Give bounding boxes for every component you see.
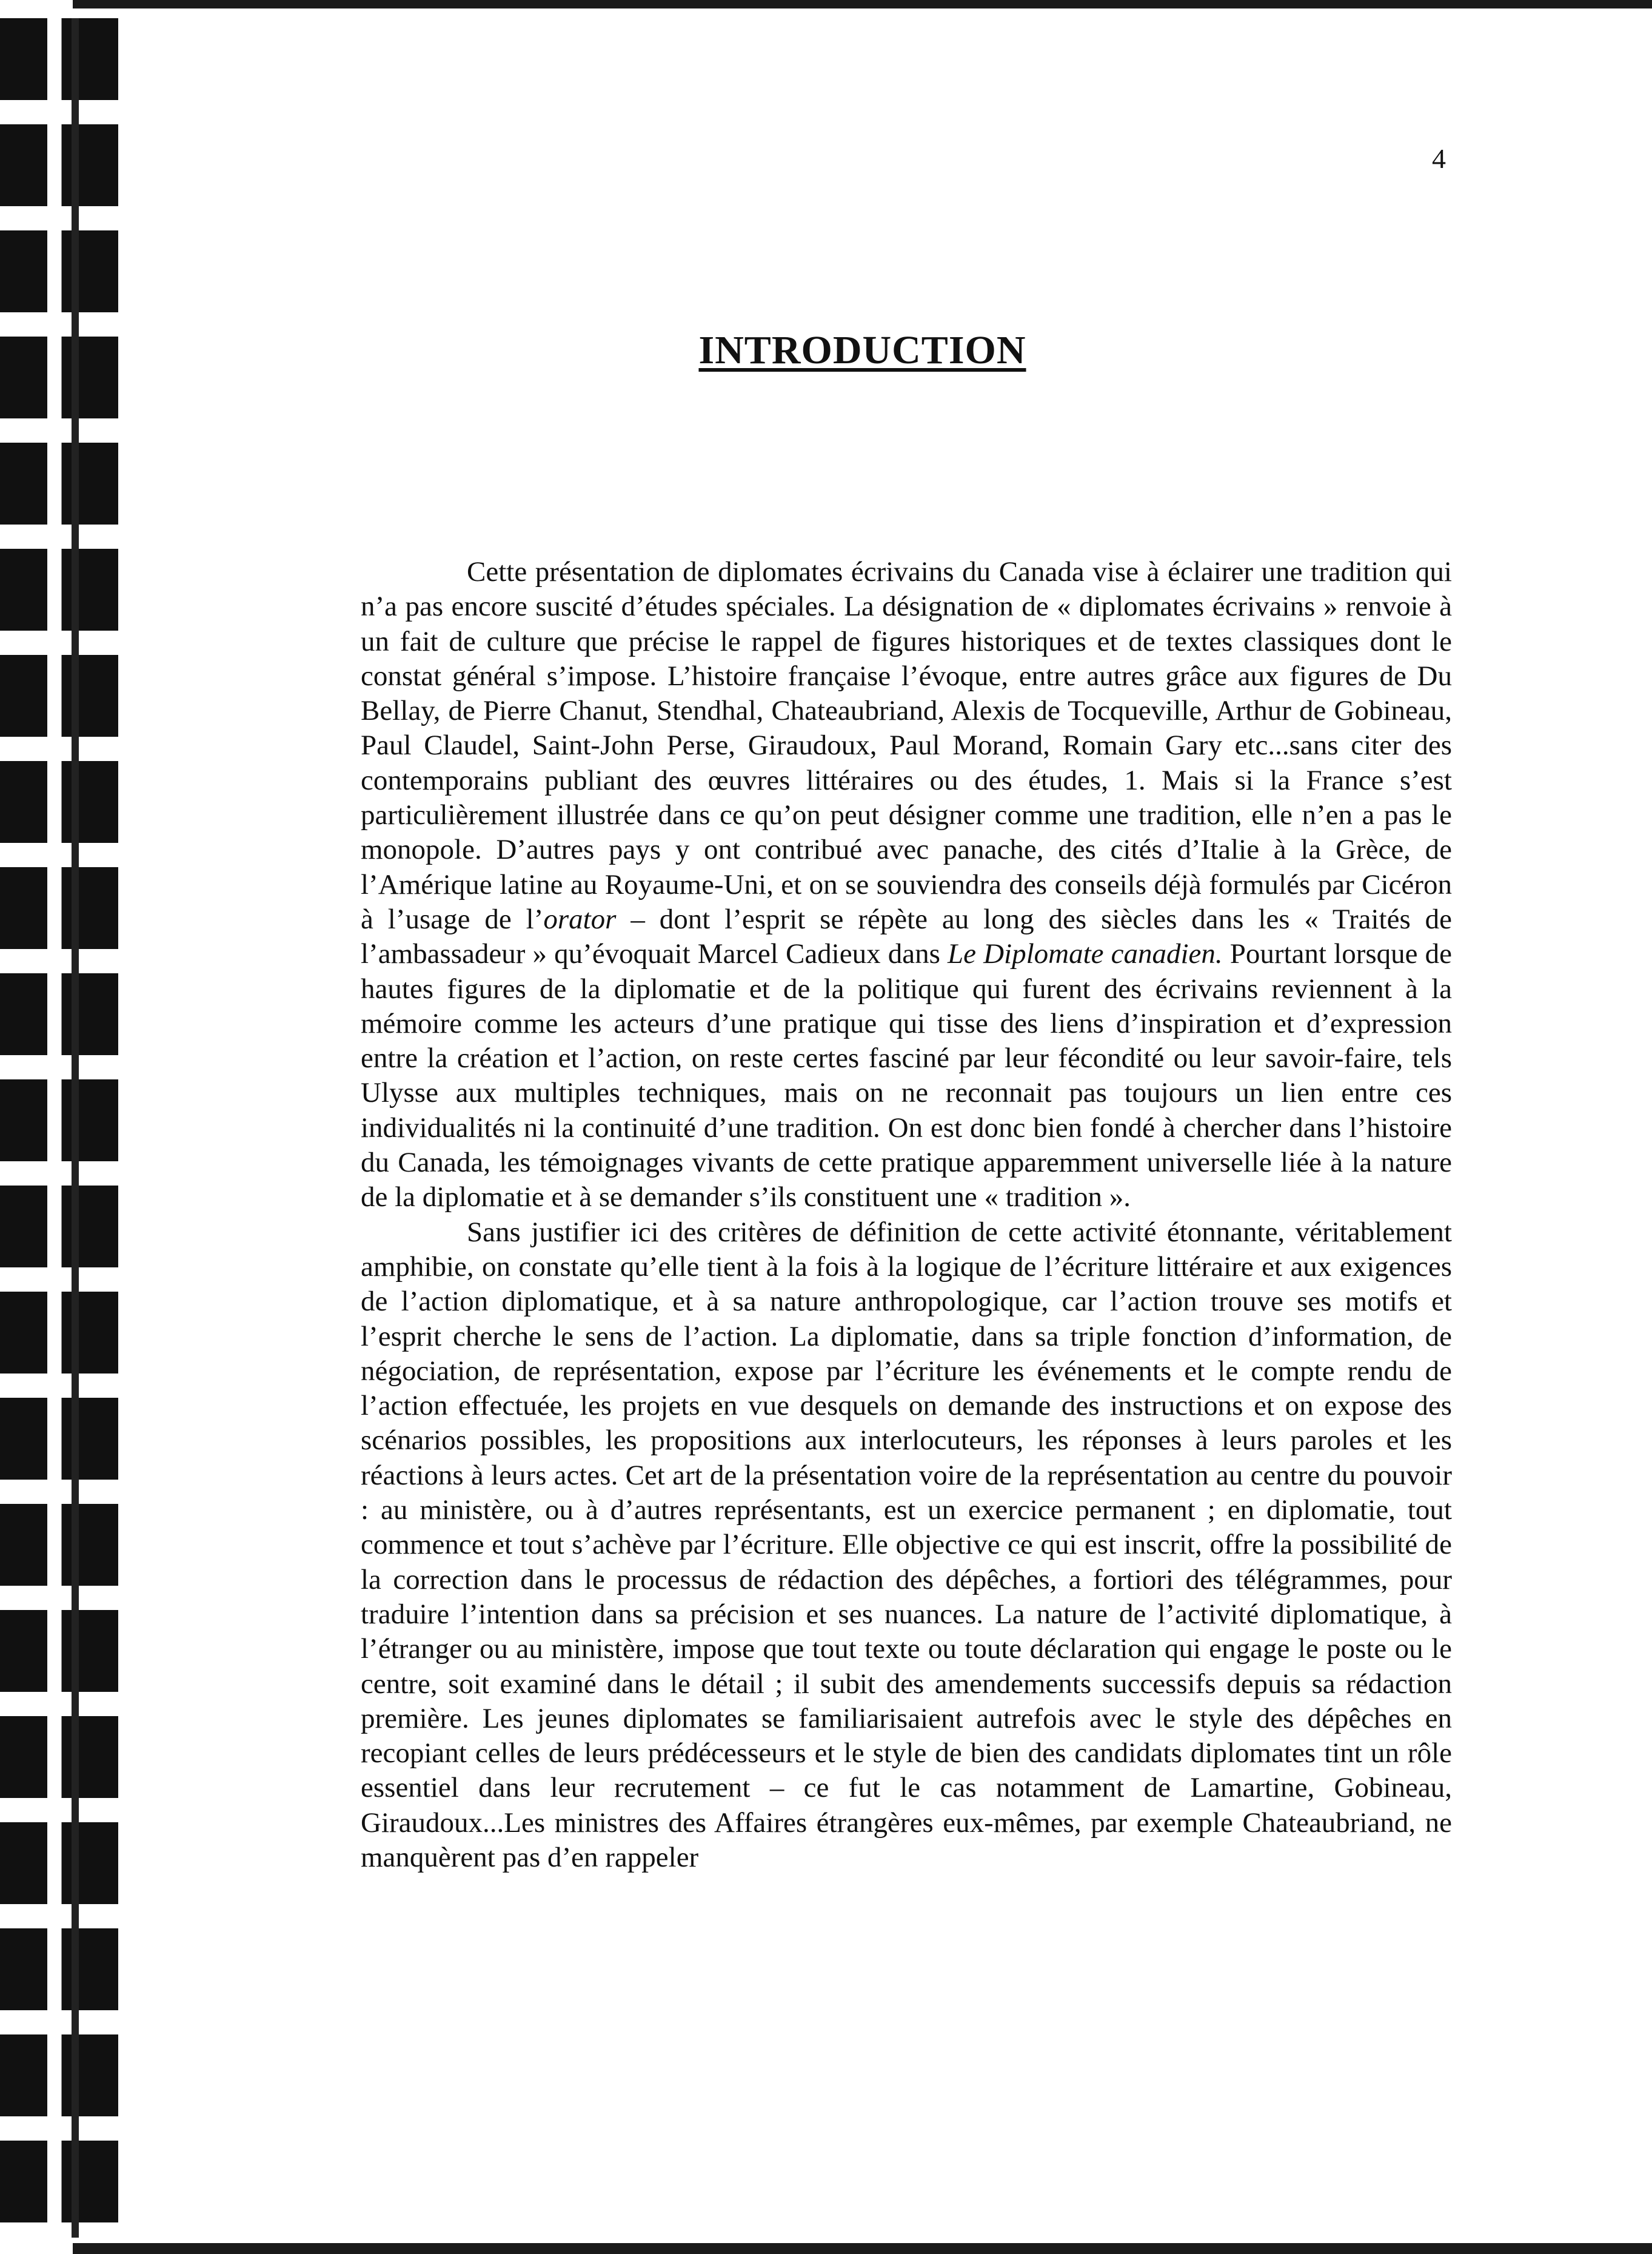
paragraph-1	[361, 555, 1452, 1215]
scan-bottom-edge	[73, 2243, 1652, 2254]
page-title: INTRODUCTION	[698, 328, 1026, 372]
scan-top-edge	[73, 0, 1652, 8]
paragraph-1-text: – dont l’esprit se répète au long des siècles dans les « Traités de l’ambassadeur » qu’évoquait Marcel Cadieux dans	[361, 903, 1452, 970]
paragraph-1-italic-orator: orator	[543, 903, 617, 935]
body-text	[361, 555, 1452, 1875]
page-number: 4	[1432, 143, 1446, 174]
paragraph-2-text: Sans justifier ici des critères de définition de cette activité étonnante, véritablement amphibie, on constate qu’elle tient à la fois à la logique de l’écriture littéraire et aux exigences de l’action diplomatique, et à sa nature anthropologique, car l’action trouve ses motifs et l’esprit cherche le sens de l’action. La diplomatie, dans sa triple fonction d’information, de négociation, de représentation, expose par l’écriture les événements et le compte rendu de l’action effectuée, les projets en vue desquels on demande des instructions et on expose des scénarios possibles, les propositions aux interlocuteurs, les réponses à leurs paroles et les réactions à leurs actes. Cet art de la présentation voire de la représentation au centre du pouvoir : au ministère, ou à d’autres représentants, est un exercice permanent ; en diplomatie, tout commence et tout s’achève par l’écriture. Elle objective ce qui est inscrit, offre la possibilité de la correction dans le processus de rédaction des dépêches, a fortiori des télégrammes, pour traduire l’intention dans sa précision et ses nuances. La nature de l’activité diplomatique, à l’étranger ou au ministère, impose que tout texte ou toute déclaration qui engage le poste ou le centre, soit examiné dans le détail ; il subit des amendements successifs depuis sa rédaction première. Les jeunes diplomates se familiarisaient autrefois avec le style des dépêches en recopiant celles de leurs prédécesseurs et le style de bien des candidats diplomates tint un rôle essentiel dans leur recrutement – ce fut le cas notamment de Lamartine, Gobineau, Giraudoux...Les ministres des Affaires étrangères eux-mêmes, par exemple Chateaubriand, ne manquèrent pas d’en rappeler	[361, 1216, 1452, 1873]
paragraph-2	[361, 1215, 1452, 1876]
paragraph-1-text: Pourtant lorsque de hautes figures de la diplomatie et de la politique qui furent des écrivains reviennent à la mémoire comme les acteurs d’une pratique qui tisse des liens d’inspiration et d’expression entre la création et l’action, on reste certes fasciné par leur fécondité ou leur savoir-faire, tels Ulysse aux multiples techniques, mais on ne reconnait pas toujours un lien entre ces individualités ni la continuité d’une tradition. On est donc bien fondé à chercher dans l’histoire du Canada, les témoignages vivants de cette pratique apparemment universelle liée à la nature de la diplomatie et à se demander s’ils constituent une « tradition ».	[361, 938, 1453, 1213]
paragraph-1-italic-book-title: Le Diplomate canadien.	[947, 938, 1223, 970]
paragraph-1-text: Cette présentation de diplomates écrivains du Canada vise à éclairer une tradition qui n’a pas encore suscité d’études spéciales. La désignation de « diplomates écrivains » renvoie à un fait de culture que précise le rappel de figures historiques et de textes classiques dont le constat général s’impose. L’histoire française l’évoque, entre autres grâce aux figures de Du Bellay, de Pierre Chanut, Stendhal, Chateaubriand, Alexis de Tocqueville, Arthur de Gobineau, Paul Claudel, Saint-John Perse, Giraudoux, Paul Morand, Romain Gary etc...sans citer des contemporains publiant des œuvres littéraires ou des études, 1. Mais si la France s’est particulièrement illustrée dans ce qu’on peut désigner comme une tradition, elle n’en a pas le monopole. D’autres pays y ont contribué avec panache, des cités d’Italie à la Grèce, de l’Amérique latine au Royaume-Uni, et on se souviendra des conseils déjà formulés par Cicéron à l’usage de l’	[361, 556, 1452, 935]
